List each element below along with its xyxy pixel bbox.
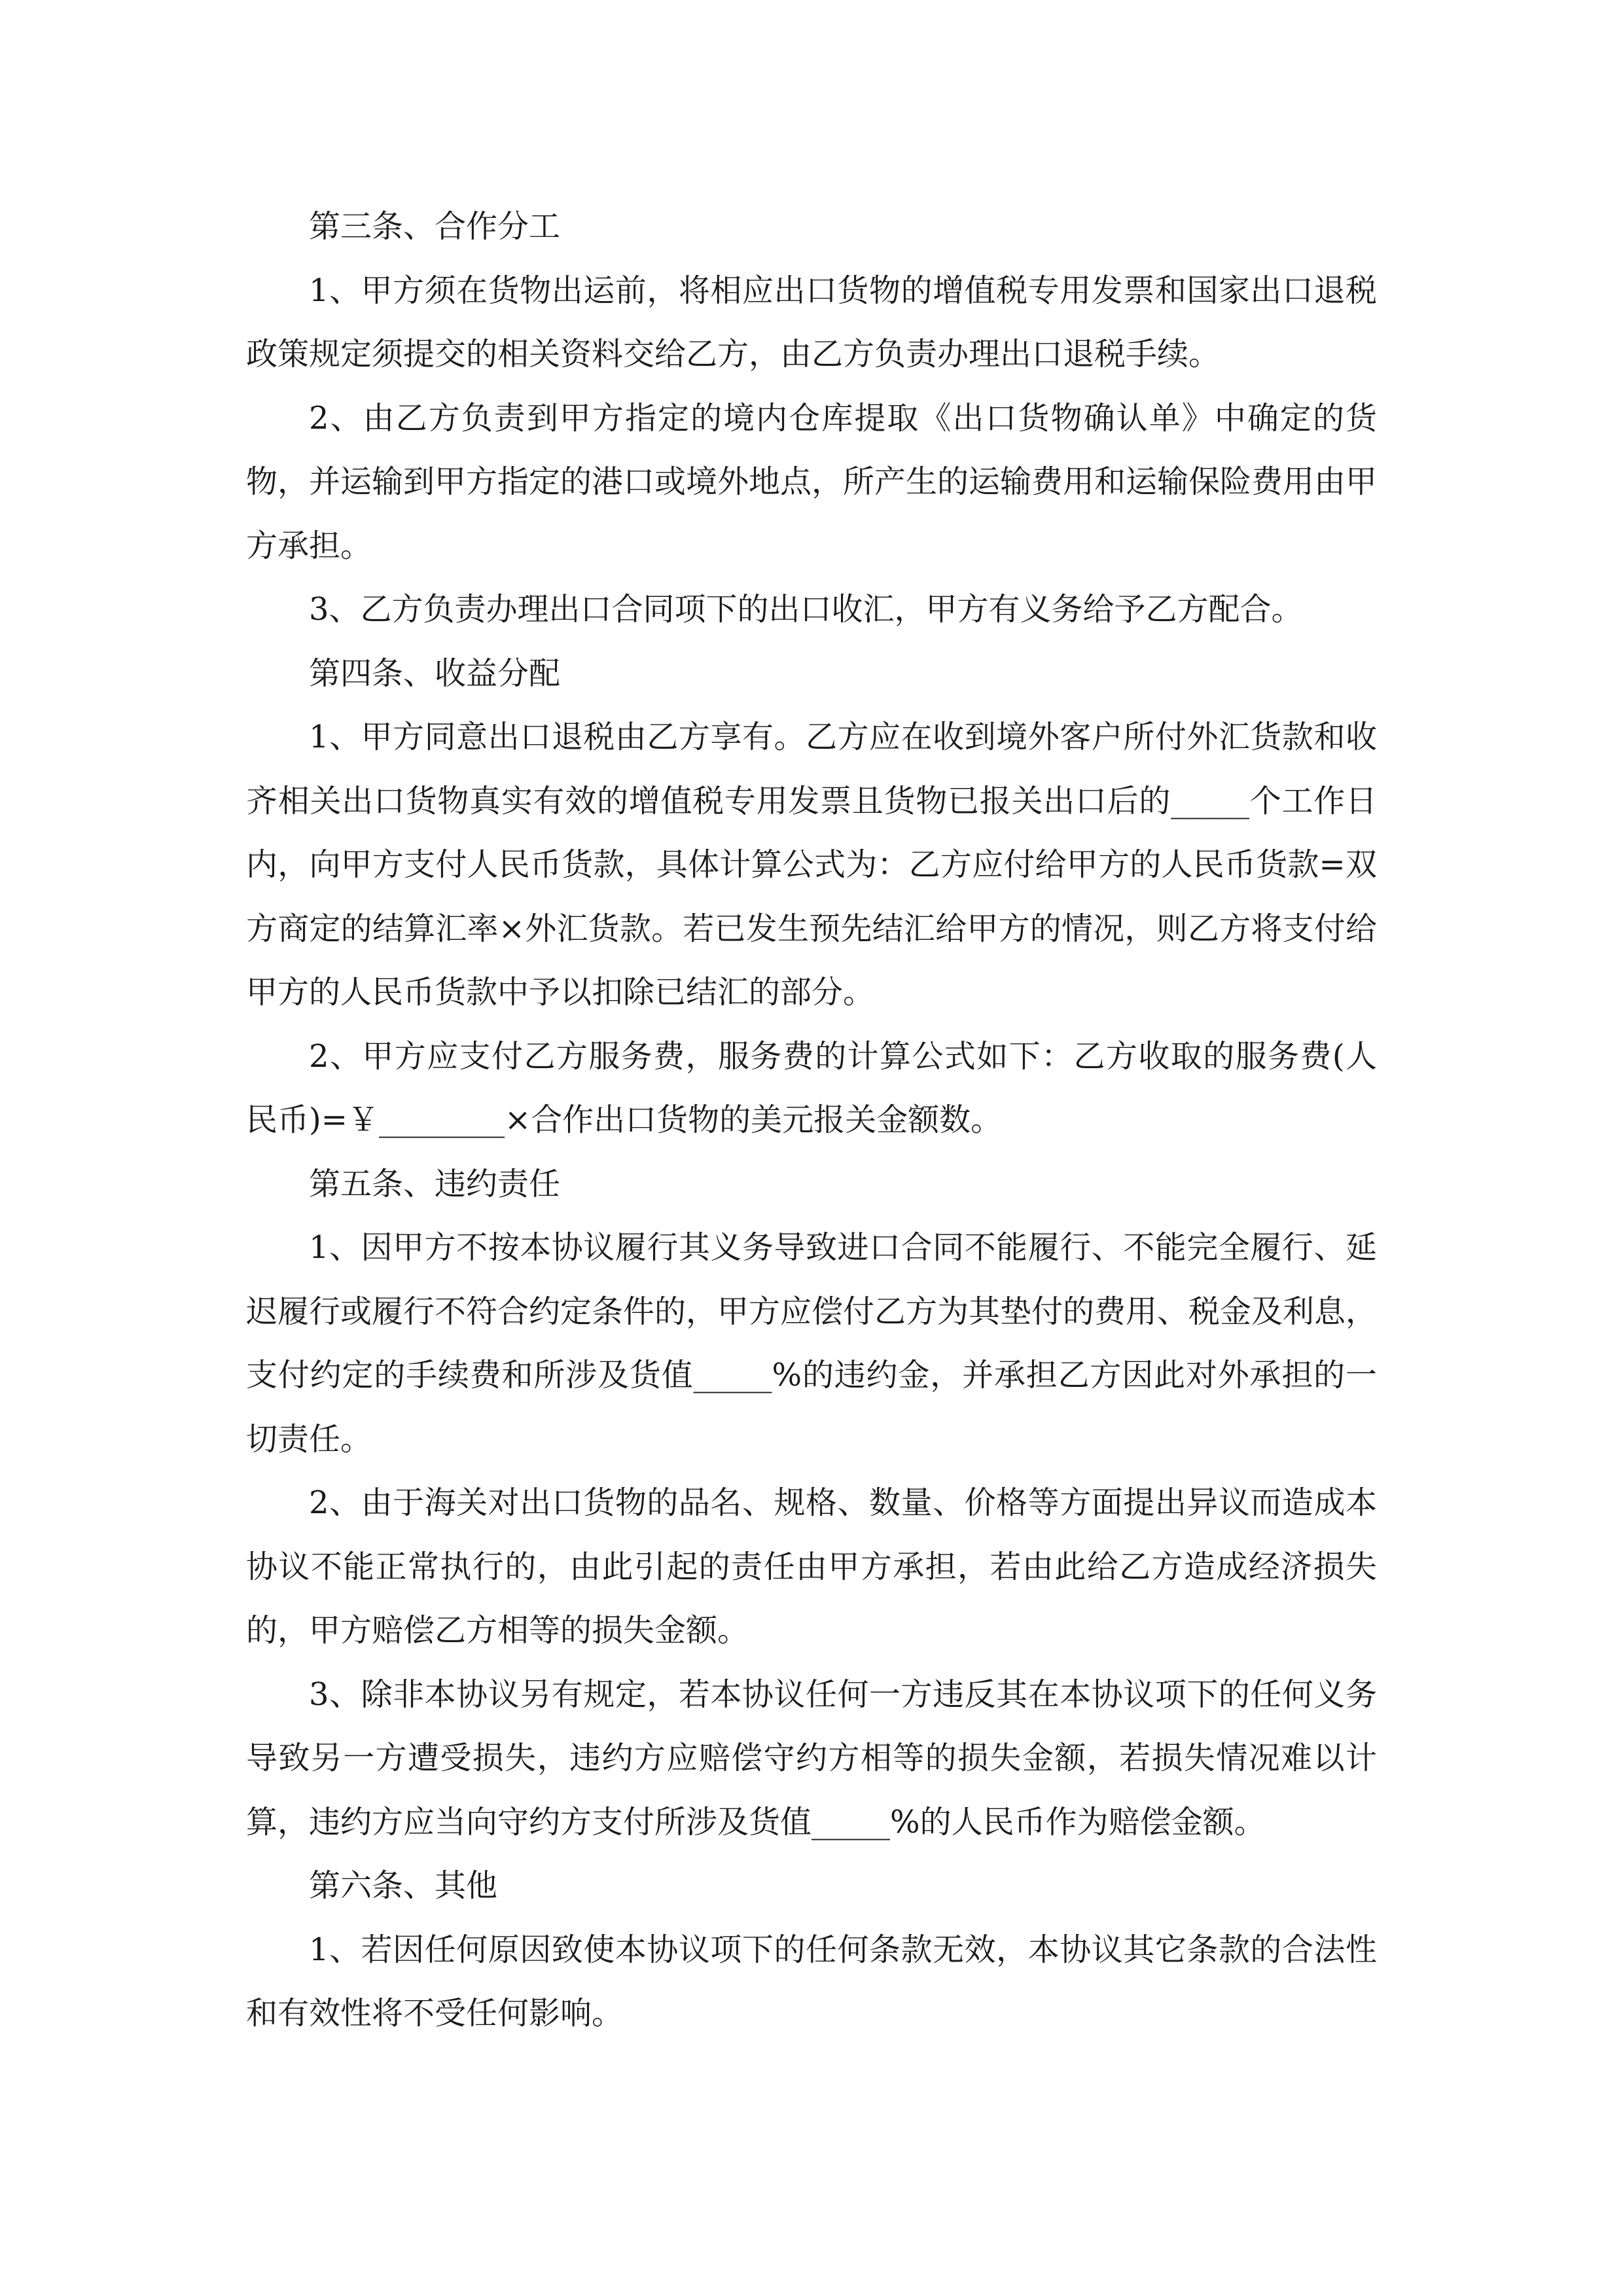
article-5-clause-3: 3、除非本协议另有规定，若本协议任何一方违反其在本协议项下的任何义务导致另一方遭受损失，违约方应赔偿守约方相等的损失金额，若损失情况难以计算，违约方应当向守约方支付所涉及货值_____%的人民币作为赔偿金额。 [246, 1676, 1377, 1840]
article-5-clause-1: 1、因甲方不按本协议履行其义务导致进口合同不能履行、不能完全履行、延迟履行或履行不符合约定条件的，甲方应偿付乙方为其垫付的费用、税金及利息，支付约定的手续费和所涉及货值_____%的违约金，并承担乙方因此对外承担的一切责任。 [246, 1229, 1378, 1458]
article-3-clause-1: 1、甲方须在货物出运前，将相应出口货物的增值税专用发票和国家出口退税政策规定须提交的相关资料交给乙方，由乙方负责办理出口退税手续。 [246, 272, 1377, 372]
article-3-clause-3: 3、乙方负责办理出口合同项下的出口收汇，甲方有义务给予乙方配合。 [309, 591, 1303, 628]
article-5-clause-2: 2、由于海关对出口货物的品名、规格、数量、价格等方面提出异议而造成本协议不能正常执行的，由此引起的责任由甲方承担，若由此给乙方造成经济损失的，甲方赔偿乙方相等的损失金额。 [246, 1484, 1377, 1649]
article-4-clause-1: 1、甲方同意出口退税由乙方享有。乙方应在收到境外客户所付外汇货款和收齐相关出口货物真实有效的增值税专用发票且货物已报关出口后的_____个工作日内，向甲方支付人民币货款，具体计算公式为：乙方应付给甲方的人民币货款=双方商定的结算汇率×外汇货款。若已发生预先结汇给甲方的情况，则乙方将支付给甲方的人民币货款中予以扣除已结汇的部分。 [246, 719, 1377, 1011]
article-3-heading: 第三条、合作分工 [309, 208, 561, 245]
article-4-clause-2: 2、甲方应支付乙方服务费，服务费的计算公式如下：乙方收取的服务费(人民币)=￥________×合作出口货物的美元报关金额数。 [246, 1037, 1377, 1138]
document-body [246, 195, 1377, 2046]
article-6-clause-1: 1、若因任何原因致使本协议项下的任何条款无效，本协议其它条款的合法性和有效性将不受任何影响。 [246, 1931, 1377, 2032]
article-3-clause-2: 2、由乙方负责到甲方指定的境内仓库提取《出口货物确认单》中确定的货物，并运输到甲方指定的港口或境外地点，所产生的运输费用和运输保险费用由甲方承担。 [246, 399, 1378, 564]
article-6-heading: 第六条、其他 [309, 1867, 498, 1904]
article-5-heading: 第五条、违约责任 [309, 1165, 561, 1202]
article-4-heading: 第四条、收益分配 [309, 655, 561, 692]
